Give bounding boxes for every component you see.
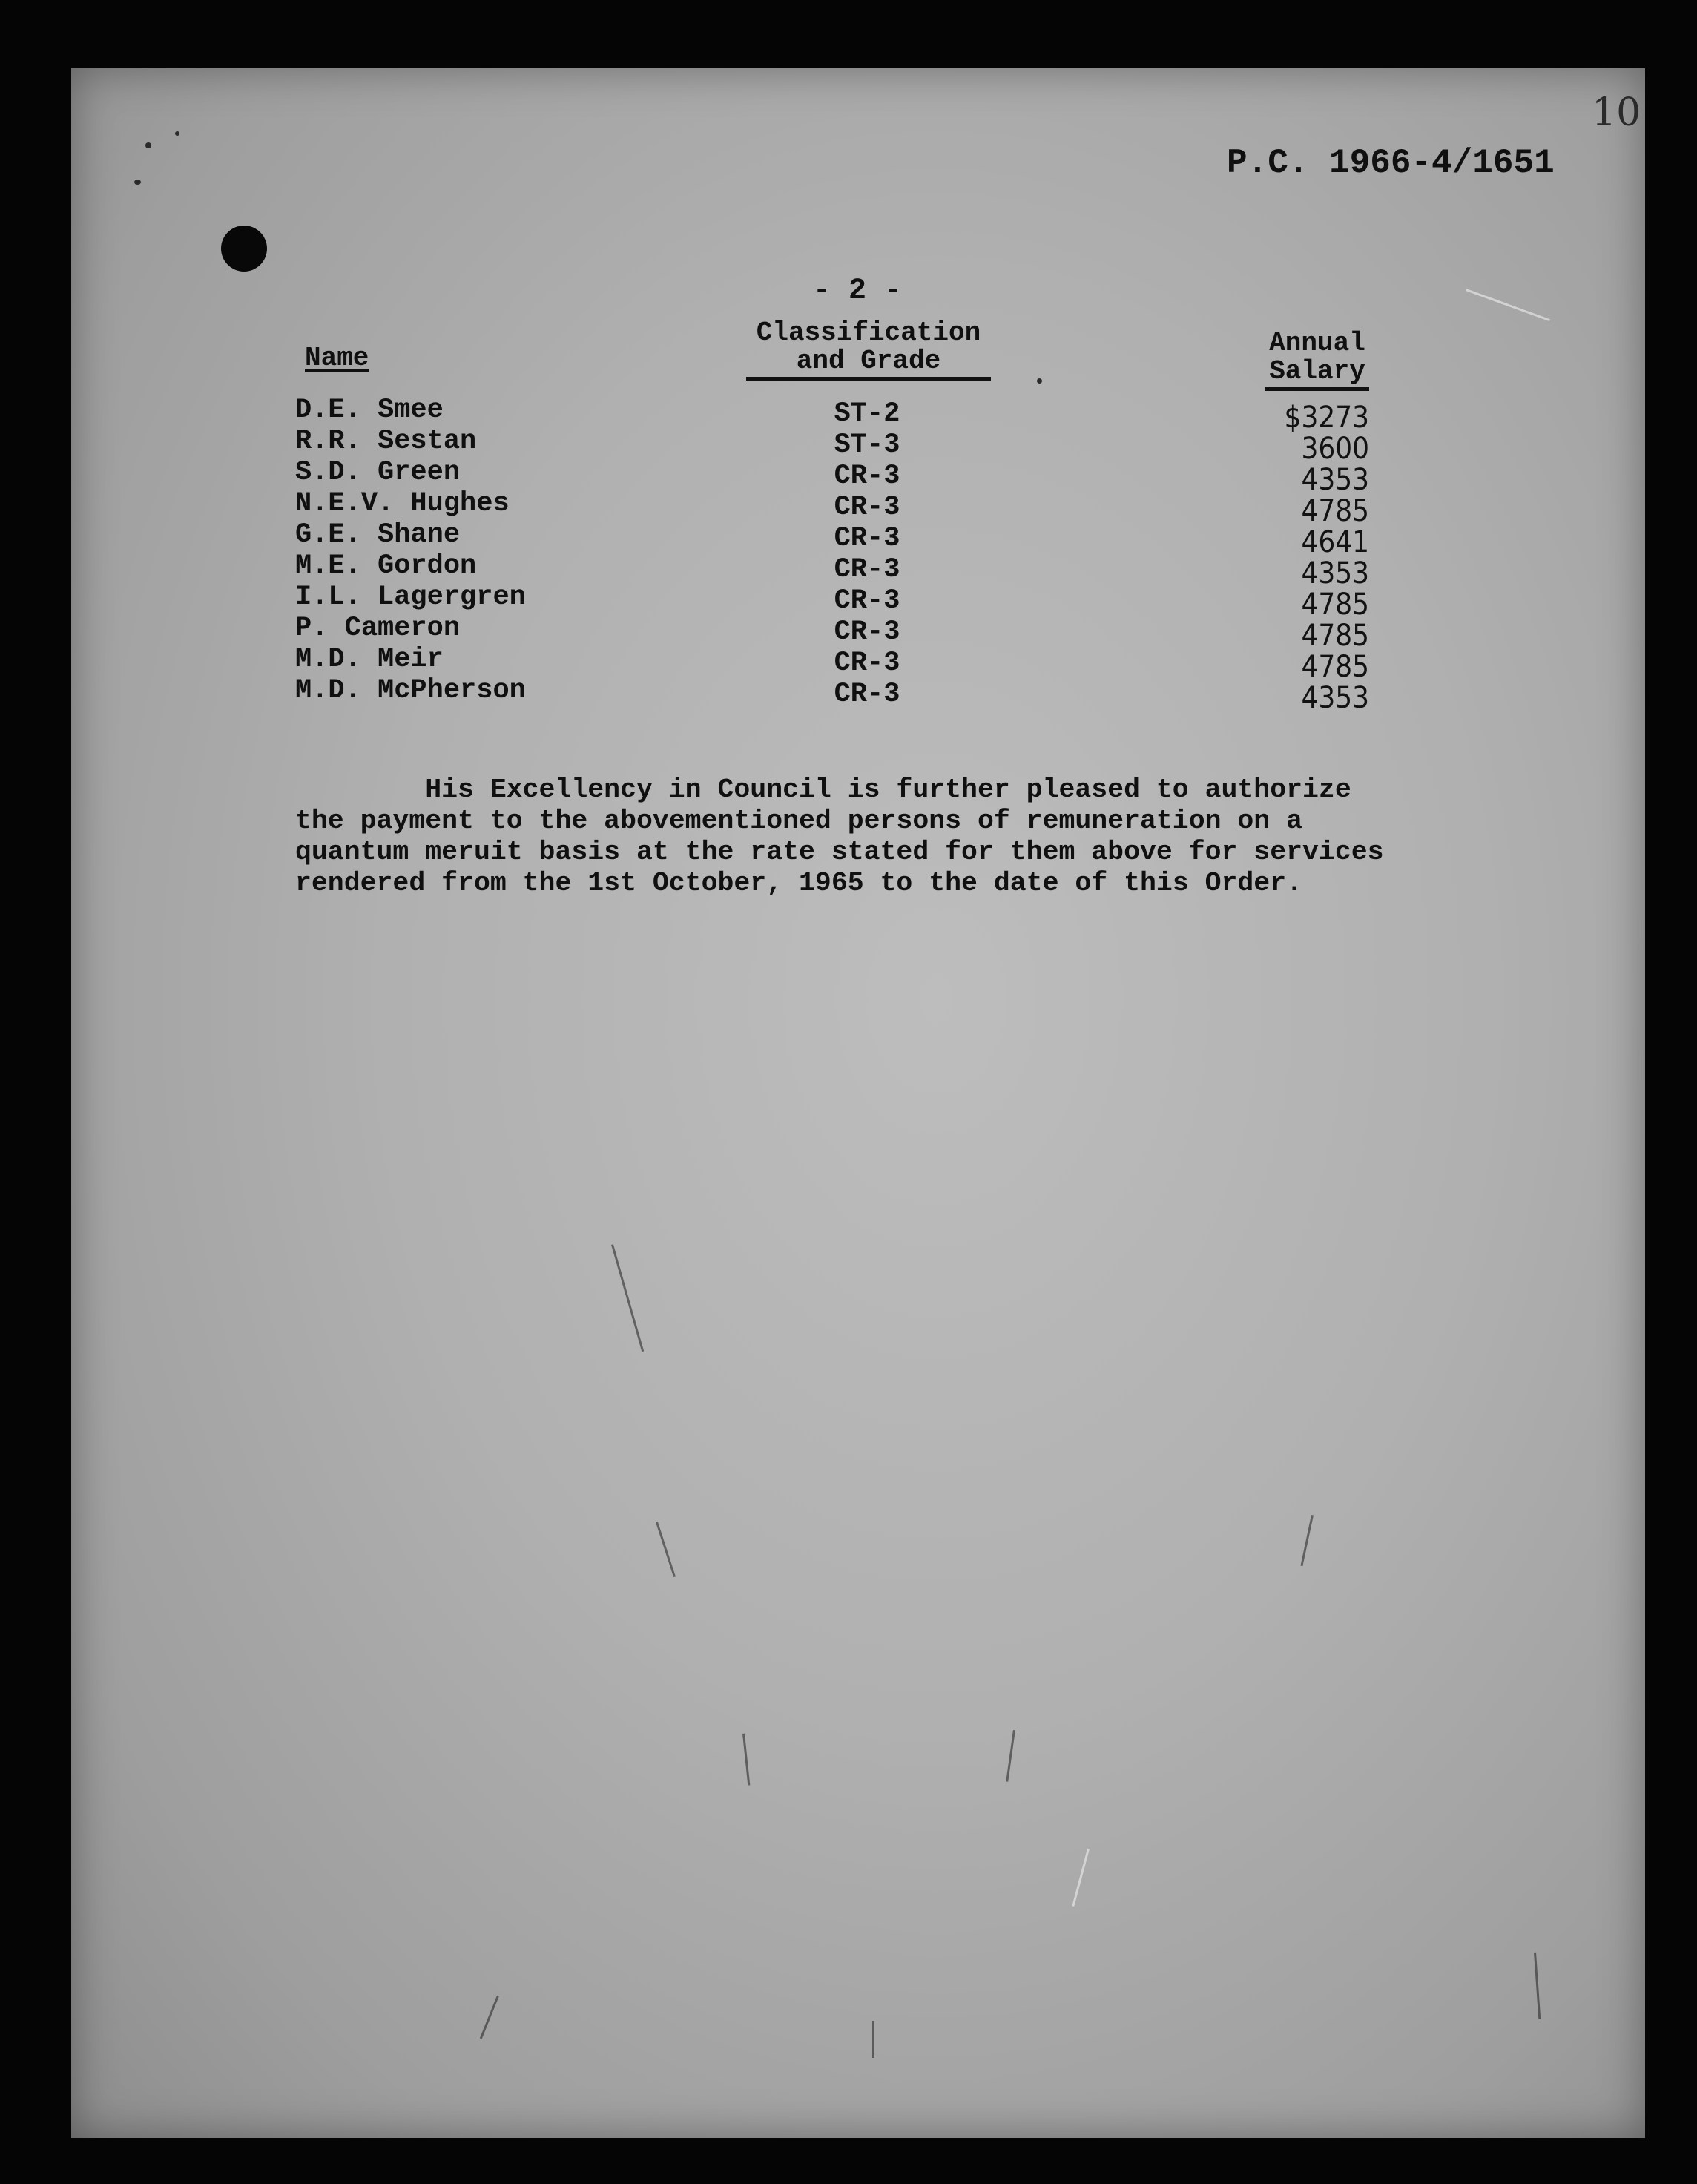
column-header-salary [1265,329,1369,391]
annual-salary: 3600 [1301,432,1369,466]
annual-salary: 4785 [1301,588,1369,622]
scan-scratch [1466,289,1550,321]
classification-grade: CR-3 [834,554,900,585]
employee-name: S.D. Green [295,457,461,488]
employee-name: D.E. Smee [295,395,444,426]
scan-speck [145,142,151,148]
archive-page-number: 10 [1592,91,1641,135]
column-header-classification-line2: and Grade [796,346,941,376]
column-header-classification [746,319,991,381]
employee-name: N.E.V. Hughes [295,488,510,519]
authorization-paragraph: His Excellency in Council is further pleased to authorize the payment to the abovementioned persons of remuneration on a quantum meruit basis at the rate stated for them above for services rendered from the 1st October, 1965 to the date of this Order. [295,774,1384,898]
scan-speck [134,180,141,185]
employee-name: M.D. McPherson [295,675,526,706]
scan-scratch [1006,1730,1015,1782]
scan-scratch [480,1996,499,2039]
annual-salary: 4785 [1301,619,1369,653]
annual-salary: 4353 [1301,463,1369,497]
column-header-salary-line1: Annual [1269,328,1365,358]
scan-scratch [1300,1515,1313,1566]
scan-scratch [1072,1849,1090,1907]
scan-scratch [872,2021,874,2058]
column-header-classification-line1: Classification [756,318,981,348]
classification-grade: ST-3 [834,430,900,461]
classification-grade: CR-3 [834,648,900,679]
annual-salary: 4785 [1301,494,1369,528]
scan-scratch [656,1522,676,1577]
column-header-name: Name [305,343,369,373]
scan-scratch [742,1734,750,1786]
annual-salary: $3273 [1284,401,1369,435]
annual-salary: 4353 [1301,556,1369,591]
annual-salary: 4785 [1301,650,1369,684]
scan-scratch [1534,1953,1541,2019]
scan-scratch [611,1244,644,1352]
classification-grade: CR-3 [834,492,900,523]
classification-grade: CR-3 [834,679,900,710]
employee-name: G.E. Shane [295,519,461,550]
punch-hole [221,226,267,272]
scan-speck [1037,378,1042,384]
classification-grade: ST-2 [834,398,900,430]
column-header-salary-line2: Salary [1269,356,1365,387]
page-number: - 2 - [813,274,903,308]
document-page [71,68,1645,2138]
employee-name: M.E. Gordon [295,550,477,582]
employee-name: R.R. Sestan [295,426,477,457]
classification-grade: CR-3 [834,585,900,616]
employee-name: P. Cameron [295,613,461,644]
employee-name: M.D. Meir [295,644,444,675]
classification-grade: CR-3 [834,616,900,648]
employee-name: I.L. Lagergren [295,582,526,613]
scan-speck [175,131,179,136]
annual-salary: 4641 [1301,525,1369,559]
annual-salary: 4353 [1301,681,1369,715]
classification-grade: CR-3 [834,523,900,554]
order-reference: P.C. 1966-4/1651 [1227,144,1555,182]
classification-grade: CR-3 [834,461,900,492]
